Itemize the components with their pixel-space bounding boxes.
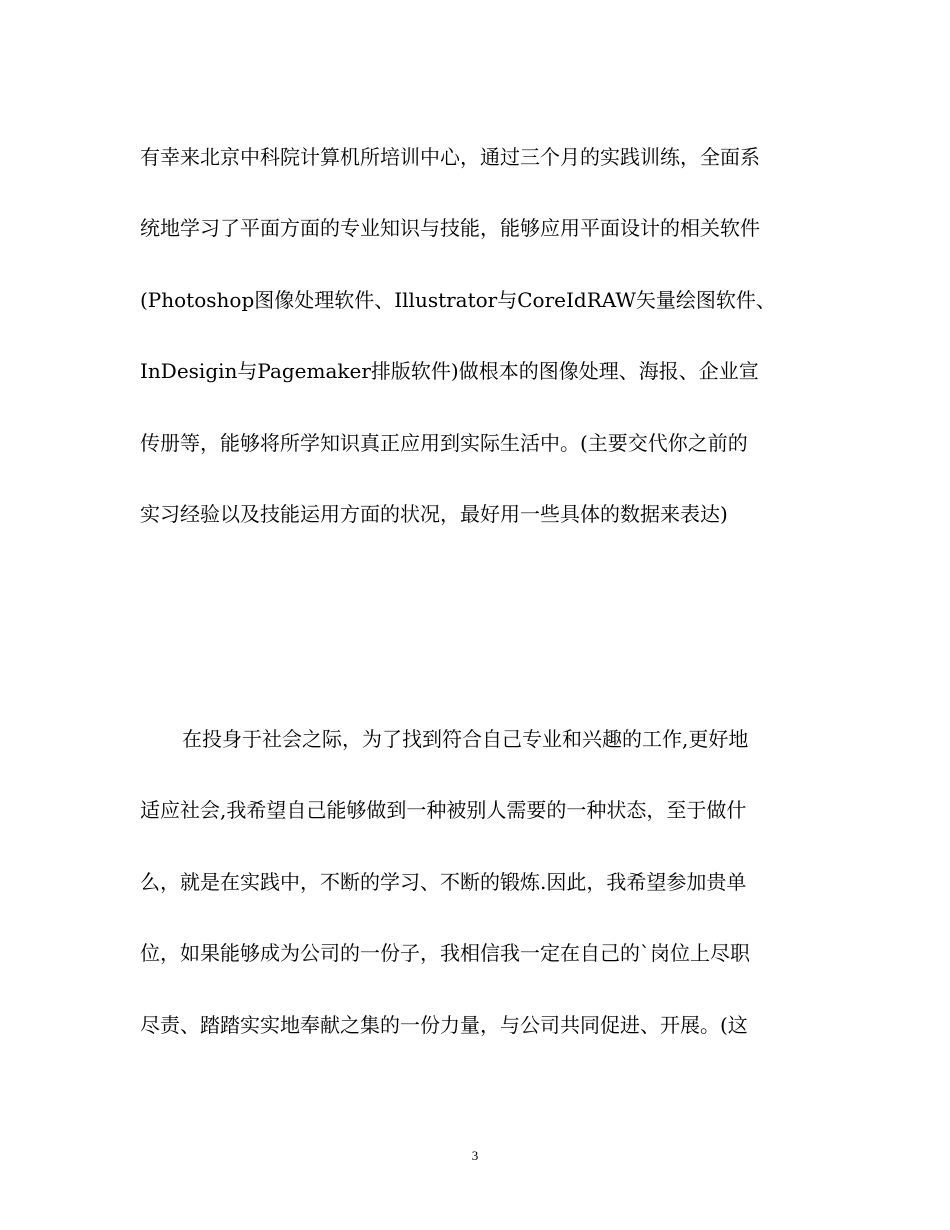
paragraph-line: 有幸来北京中科院计算机所培训中心，通过三个月的实践训练，全面系 bbox=[140, 145, 760, 169]
page-number: 3 bbox=[471, 1148, 479, 1163]
paragraph-line: 么，就是在实践中，不断的学习、不断的锻炼.因此，我希望参加贵单 bbox=[140, 870, 747, 894]
paragraph-line: 适应社会,我希望自己能够做到一种被别人需要的一种状态，至于做什 bbox=[140, 798, 747, 822]
paragraph-line: (Photoshop图像处理软件、Illustrator与CoreIdRAW矢量绘图软件、 bbox=[140, 288, 776, 312]
paragraph-line: 实习经验以及技能运用方面的状况，最好用一些具体的数据来表达) bbox=[140, 502, 728, 526]
paragraph-line: 统地学习了平面方面的专业知识与技能，能够应用平面设计的相关软件 bbox=[140, 216, 760, 240]
paragraph-line: 位，如果能够成为公司的一份子，我相信我一定在自己的`岗位上尽职 bbox=[140, 941, 750, 965]
paragraph-line: 在投身于社会之际，为了找到符合自己专业和兴趣的工作,更好地 bbox=[182, 727, 749, 751]
paragraph-line: 传册等，能够将所学知识真正应用到实际生活中。(主要交代你之前的 bbox=[140, 431, 748, 455]
paragraph-line: InDesigin与Pagemaker排版软件)做根本的图像处理、海报、企业宣 bbox=[140, 359, 759, 383]
paragraph-line: 尽责、踏踏实实地奉献之集的一份力量，与公司共同促进、开展。(这 bbox=[140, 1013, 748, 1037]
